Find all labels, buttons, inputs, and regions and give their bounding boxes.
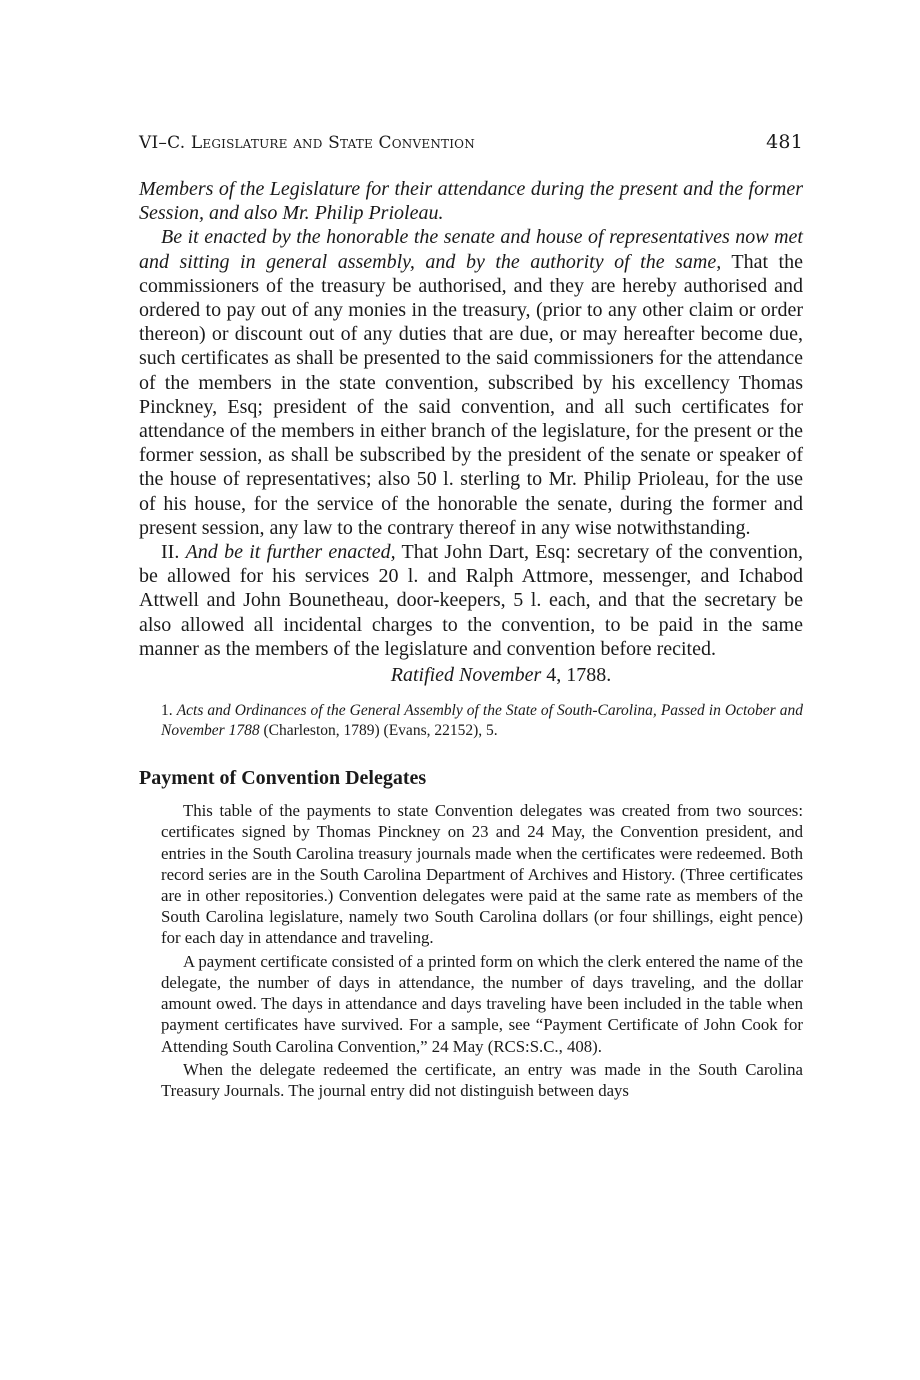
- document-page: [139, 128, 803, 1101]
- section-paragraph: A payment certificate consisted of a printed form on which the clerk entered the name of the delegate, the number of days in attendance, the number of days traveling, and the dollar amount owed. The days in attendance and days traveling have been included in the table when payment certificates have survived. For a sample, see “Payment Certificate of John Cook for Attending South Carolina Convention,” 24 May (RCS:S.C., 408).: [161, 951, 803, 1056]
- section-body: [139, 800, 803, 1101]
- act-paragraph-2-text: That John Dart, Esq: secretary of the convention, be allowed for his services 20 l. and Ralph Attmore, messenger, and Ichabod Attwell and John Bounetheau, door-keepers, 5 l. each, and that the secretary be also allowed all incidental charges to the convention, to be paid in the same manner as the members of the legislature and convention before recited.: [139, 541, 804, 660]
- further-enacted-clause: And be it further enacted,: [185, 541, 396, 564]
- act-paragraph-1-text: That the commissioners of the treasury be authorised, and they are hereby authorised and ordered to pay out of any monies in the treasury, (prior to any other claim or order thereon) or discount out of any duties that are due, or may hereafter become due, such certificates as shall be presented to the said commissioners for the attendance of the members in the state convention, subscribed by his excellency Thomas Pinckney, Esq; president of the said convention, and all such certificates for attendance of the members in either branch of the legislature, for the present or the former session, as shall be subscribed by the president of the senate or speaker of the house of representatives; also 50 l. sterling to Mr. Philip Prioleau, for the use of his house, for the service of the honorable the senate, during the former and present session, any law to the contrary thereof in any wise notwithstanding.: [139, 250, 803, 539]
- act-paragraph-1: [139, 225, 803, 540]
- footnote: [139, 701, 803, 741]
- section-heading: Payment of Convention Delegates: [139, 767, 427, 790]
- ratified-date: 4, 1788.: [541, 664, 612, 687]
- footnote-number: 1.: [161, 702, 177, 720]
- act-heading-italic: Members of the Legislature for their attendance during the present and the former Session, and also Mr. Philip Prioleau.: [139, 178, 803, 225]
- section-paragraph: This table of the payments to state Convention delegates was created from two sources: certificates signed by Thomas Pinckney on 23 and 24 May, the Convention president, and entries in the South Carolina treasury journals made when the certificates were redeemed. Both record series are in the South Carolina Department of Archives and History. (Three certificates are in other repositories.) Convention delegates were paid at the same rate as members of the South Carolina legislature, namely two South Carolina dollars (or four shillings, eight pence) for each day in attendance and traveling.: [161, 801, 803, 948]
- page-number: 481: [766, 131, 803, 153]
- running-head-title: VI–C. Legislature and State Convention: [139, 133, 475, 153]
- footnote-citation: (Charleston, 1789) (Evans, 22152), 5.: [259, 722, 498, 740]
- ratified-label: Ratified November: [390, 664, 542, 687]
- enacting-clause: Be it enacted by the honorable the senate and house of representatives now met and sitting in general assembly, and by the authority of the same,: [139, 226, 803, 273]
- act-paragraph-2: [139, 540, 803, 661]
- section-number: II.: [161, 541, 186, 564]
- running-head: [139, 128, 803, 157]
- section-paragraph: When the delegate redeemed the certificate, an entry was made in the South Carolina Treasury Journals. The journal entry did not distinguish between days: [161, 1059, 803, 1100]
- act-heading: [139, 177, 803, 225]
- footnote-source-title: Acts and Ordinances of the General Assembly of the State of South-Carolina, Passed in October and November 1788: [161, 702, 804, 740]
- ratified-line: [139, 663, 803, 687]
- act-text: [139, 177, 803, 687]
